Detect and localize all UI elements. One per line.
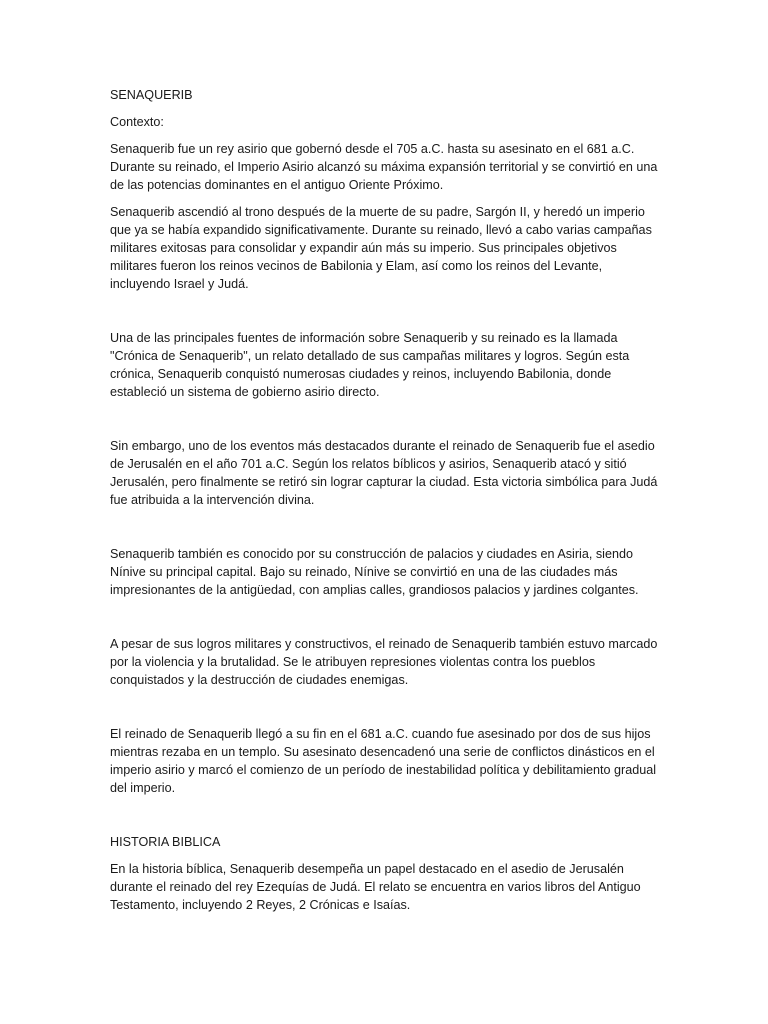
section-heading: HISTORIA BIBLICA bbox=[110, 835, 221, 849]
document-body bbox=[110, 86, 658, 914]
paragraph: Una de las principales fuentes de información sobre Senaquerib y su reinado es la llamada "Crónica de Senaquerib", un relato detallado de sus campañas militares y logros. Según esta crónica, Senaquerib conquistó numerosas ciudades y reinos, incluyendo Babilonia, donde estableció un sistema de gobierno asirio directo. bbox=[110, 331, 630, 399]
document-title: SENAQUERIB bbox=[110, 88, 193, 102]
paragraph: En la historia bíblica, Senaquerib desempeña un papel destacado en el asedio de Jerusalén durante el reinado del rey Ezequías de Judá. El relato se encuentra en varios libros del Antiguo Testamento, incluyendo 2 Reyes, 2 Crónicas e Isaías. bbox=[110, 862, 641, 912]
paragraph: Senaquerib ascendió al trono después de la muerte de su padre, Sargón II, y heredó un imperio que ya se había expandido significativamente. Durante su reinado, llevó a cabo varias campañas militares exitosas para consolidar y expandir aún más su imperio. Sus principales objetivos militares fueron los reinos vecinos de Babilonia y Elam, así como los reinos del Levante, incluyendo Israel y Judá. bbox=[110, 205, 652, 291]
paragraph: Sin embargo, uno de los eventos más destacados durante el reinado de Senaquerib fue el asedio de Jerusalén en el año 701 a.C. Según los relatos bíblicos y asirios, Senaquerib atacó y sitió Jerusalén, pero finalmente se retiró sin lograr capturar la ciudad. Esta victoria simbólica para Judá fue atribuida a la intervención divina. bbox=[110, 439, 658, 507]
paragraph: El reinado de Senaquerib llegó a su fin en el 681 a.C. cuando fue asesinado por dos de sus hijos mientras rezaba en un templo. Su asesinato desencadenó una serie de conflictos dinásticos en el imperio asirio y marcó el comienzo de un período de inestabilidad política y debilitamiento gradual del imperio. bbox=[110, 727, 657, 795]
paragraph: Senaquerib también es conocido por su construcción de palacios y ciudades en Asiria, siendo Nínive su principal capital. Bajo su reinado, Nínive se convirtió en una de las ciudades más impresionantes de la antigüedad, con amplias calles, grandiosos palacios y jardines colgantes. bbox=[110, 547, 639, 597]
paragraph: A pesar de sus logros militares y constructivos, el reinado de Senaquerib también estuvo marcado por la violencia y la brutalidad. Se le atribuyen represiones violentas contra los pueblos conquistados y la destrucción de ciudades enemigas. bbox=[110, 637, 658, 687]
paragraph: Senaquerib fue un rey asirio que gobernó desde el 705 a.C. hasta su asesinato en el 681 a.C. Durante su reinado, el Imperio Asirio alcanzó su máxima expansión territorial y se convirtió en una de las potencias dominantes en el antiguo Oriente Próximo. bbox=[110, 142, 658, 192]
context-label: Contexto: bbox=[110, 115, 164, 129]
